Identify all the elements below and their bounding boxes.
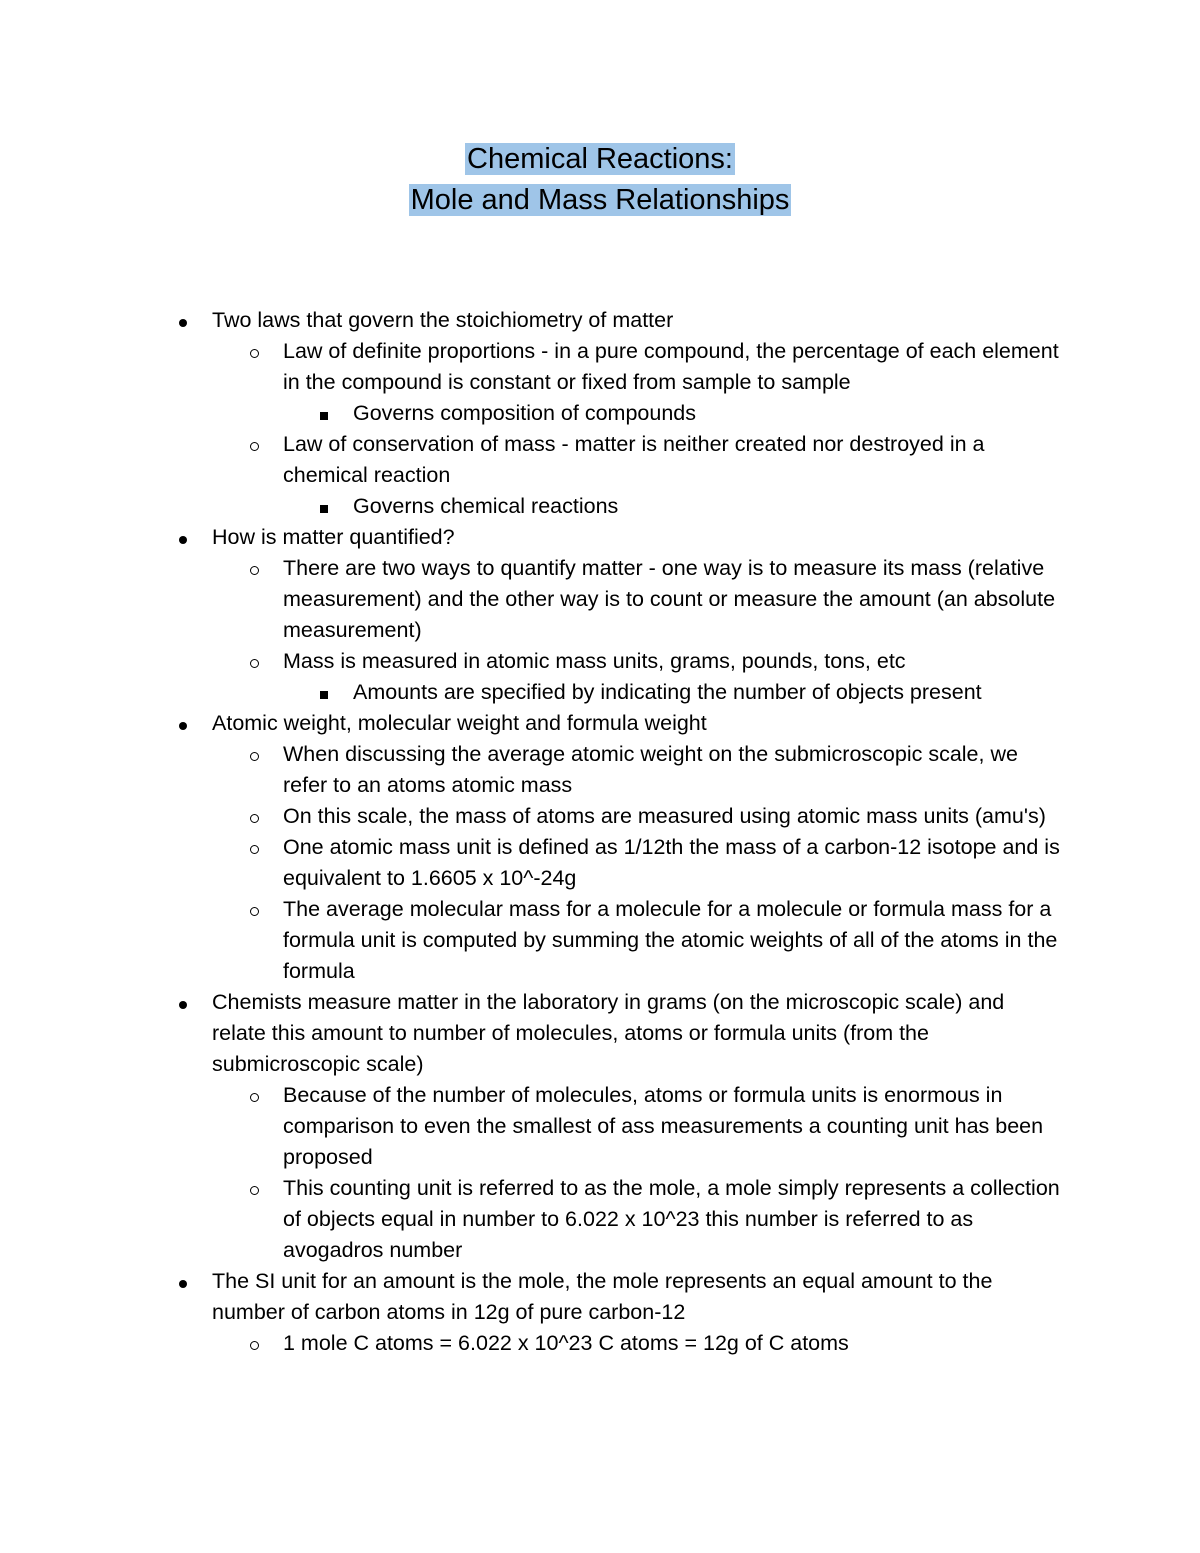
list-item-level-3 [353, 491, 1063, 522]
title-line-1: Chemical Reactions: [467, 143, 733, 175]
bullet-circle-icon [247, 1173, 261, 1204]
bullet-circle-icon-shape [250, 907, 259, 916]
bullet-circle-icon [247, 801, 261, 832]
bullet-dot-icon [176, 305, 190, 336]
bullet-dot-icon [176, 1266, 190, 1297]
list-item-text: Mass is measured in atomic mass units, grams, pounds, tons, etc [283, 649, 906, 673]
bullet-square-icon [317, 677, 331, 708]
title-line-2: Mole and Mass Relationships [410, 184, 790, 216]
bullet-dot-icon [176, 522, 190, 553]
bullet-square-icon-shape [320, 505, 328, 513]
bullet-circle-icon-shape [250, 814, 259, 823]
list-item-text: Law of conservation of mass - matter is neither created nor destroyed in a chemical reaction [283, 432, 985, 487]
list-item-level-1 [212, 708, 1062, 739]
bullet-circle-icon [247, 894, 261, 925]
list-item-level-1 [212, 1266, 1062, 1328]
document-title [0, 139, 1200, 221]
list-item-text: Atomic weight, molecular weight and formula weight [212, 711, 707, 735]
bullet-circle-icon-shape [250, 349, 259, 358]
list-item-level-2 [283, 1080, 1063, 1173]
bullet-circle-icon [247, 832, 261, 863]
list-item-text: 1 mole C atoms = 6.022 x 10^23 C atoms = 12g of C atoms [283, 1331, 849, 1355]
bullet-square-icon [317, 491, 331, 522]
list-item-text: The average molecular mass for a molecule for a molecule or formula mass for a formula unit is computed by summing the atomic weights of all of the atoms in the formula [283, 897, 1058, 983]
list-item-text: There are two ways to quantify matter - one way is to measure its mass (relative measurement) and the other way is to count or measure the amount (an absolute measurement) [283, 556, 1056, 642]
list-item-level-2 [283, 894, 1063, 987]
list-item-level-1 [212, 987, 1062, 1080]
bullet-circle-icon [247, 1328, 261, 1359]
bullet-dot-icon [176, 708, 190, 739]
list-item-text: Amounts are specified by indicating the number of objects present [353, 680, 982, 704]
bullet-outline [0, 305, 1200, 1359]
list-item-text: Law of definite proportions - in a pure compound, the percentage of each element in the compound is constant or fixed from sample to sample [283, 339, 1059, 394]
bullet-circle-icon-shape [250, 442, 259, 451]
bullet-square-icon-shape [320, 412, 328, 420]
bullet-circle-icon-shape [250, 659, 259, 668]
list-item-text: This counting unit is referred to as the mole, a mole simply represents a collection of objects equal in number to 6.022 x 10^23 this number is referred to as avogadros number [283, 1176, 1060, 1262]
list-item-text: On this scale, the mass of atoms are measured using atomic mass units (amu's) [283, 804, 1046, 828]
list-item-text: How is matter quantified? [212, 525, 455, 549]
bullet-circle-icon-shape [250, 1093, 259, 1102]
bullet-circle-icon-shape [250, 1186, 259, 1195]
bullet-circle-icon [247, 1080, 261, 1111]
list-item-level-3 [353, 398, 1063, 429]
bullet-circle-icon [247, 553, 261, 584]
list-item-level-2 [283, 739, 1063, 801]
bullet-dot-icon-shape [179, 536, 187, 544]
list-item-text: One atomic mass unit is defined as 1/12th the mass of a carbon-12 isotope and is equivalent to 1.6605 x 10^-24g [283, 835, 1060, 890]
bullet-circle-icon-shape [250, 566, 259, 575]
list-item-level-2 [283, 429, 1063, 491]
bullet-circle-icon-shape [250, 1341, 259, 1350]
list-item-text: Two laws that govern the stoichiometry of matter [212, 308, 674, 332]
list-item-level-1 [212, 522, 1062, 553]
bullet-circle-icon-shape [250, 845, 259, 854]
bullet-square-icon [317, 398, 331, 429]
bullet-square-icon-shape [320, 691, 328, 699]
bullet-circle-icon [247, 429, 261, 460]
list-item-level-2 [283, 336, 1063, 398]
list-item-level-2 [283, 832, 1063, 894]
bullet-dot-icon-shape [179, 319, 187, 327]
list-item-level-2 [283, 1328, 1063, 1359]
list-item-text: When discussing the average atomic weight on the submicroscopic scale, we refer to an atoms atomic mass [283, 742, 1018, 797]
bullet-circle-icon-shape [250, 752, 259, 761]
list-item-text: Because of the number of molecules, atoms or formula units is enormous in comparison to even the smallest of ass measurements a counting unit has been proposed [283, 1083, 1044, 1169]
list-item-text: Governs composition of compounds [353, 401, 696, 425]
bullet-dot-icon-shape [179, 1001, 187, 1009]
bullet-dot-icon-shape [179, 1280, 187, 1288]
list-item-level-1 [212, 305, 1062, 336]
list-item-text: Governs chemical reactions [353, 494, 619, 518]
bullet-circle-icon [247, 739, 261, 770]
list-item-level-2 [283, 646, 1063, 677]
bullet-circle-icon [247, 646, 261, 677]
list-item-level-2 [283, 801, 1063, 832]
list-item-level-2 [283, 553, 1063, 646]
list-item-level-3 [353, 677, 1063, 708]
list-item-text: Chemists measure matter in the laboratory in grams (on the microscopic scale) and relate this amount to number of molecules, atoms or formula units (from the submicroscopic scale) [212, 990, 1005, 1076]
list-item-text: The SI unit for an amount is the mole, the mole represents an equal amount to the number of carbon atoms in 12g of pure carbon-12 [212, 1269, 993, 1324]
bullet-circle-icon [247, 336, 261, 367]
bullet-dot-icon-shape [179, 722, 187, 730]
list-item-level-2 [283, 1173, 1063, 1266]
bullet-dot-icon [176, 987, 190, 1018]
